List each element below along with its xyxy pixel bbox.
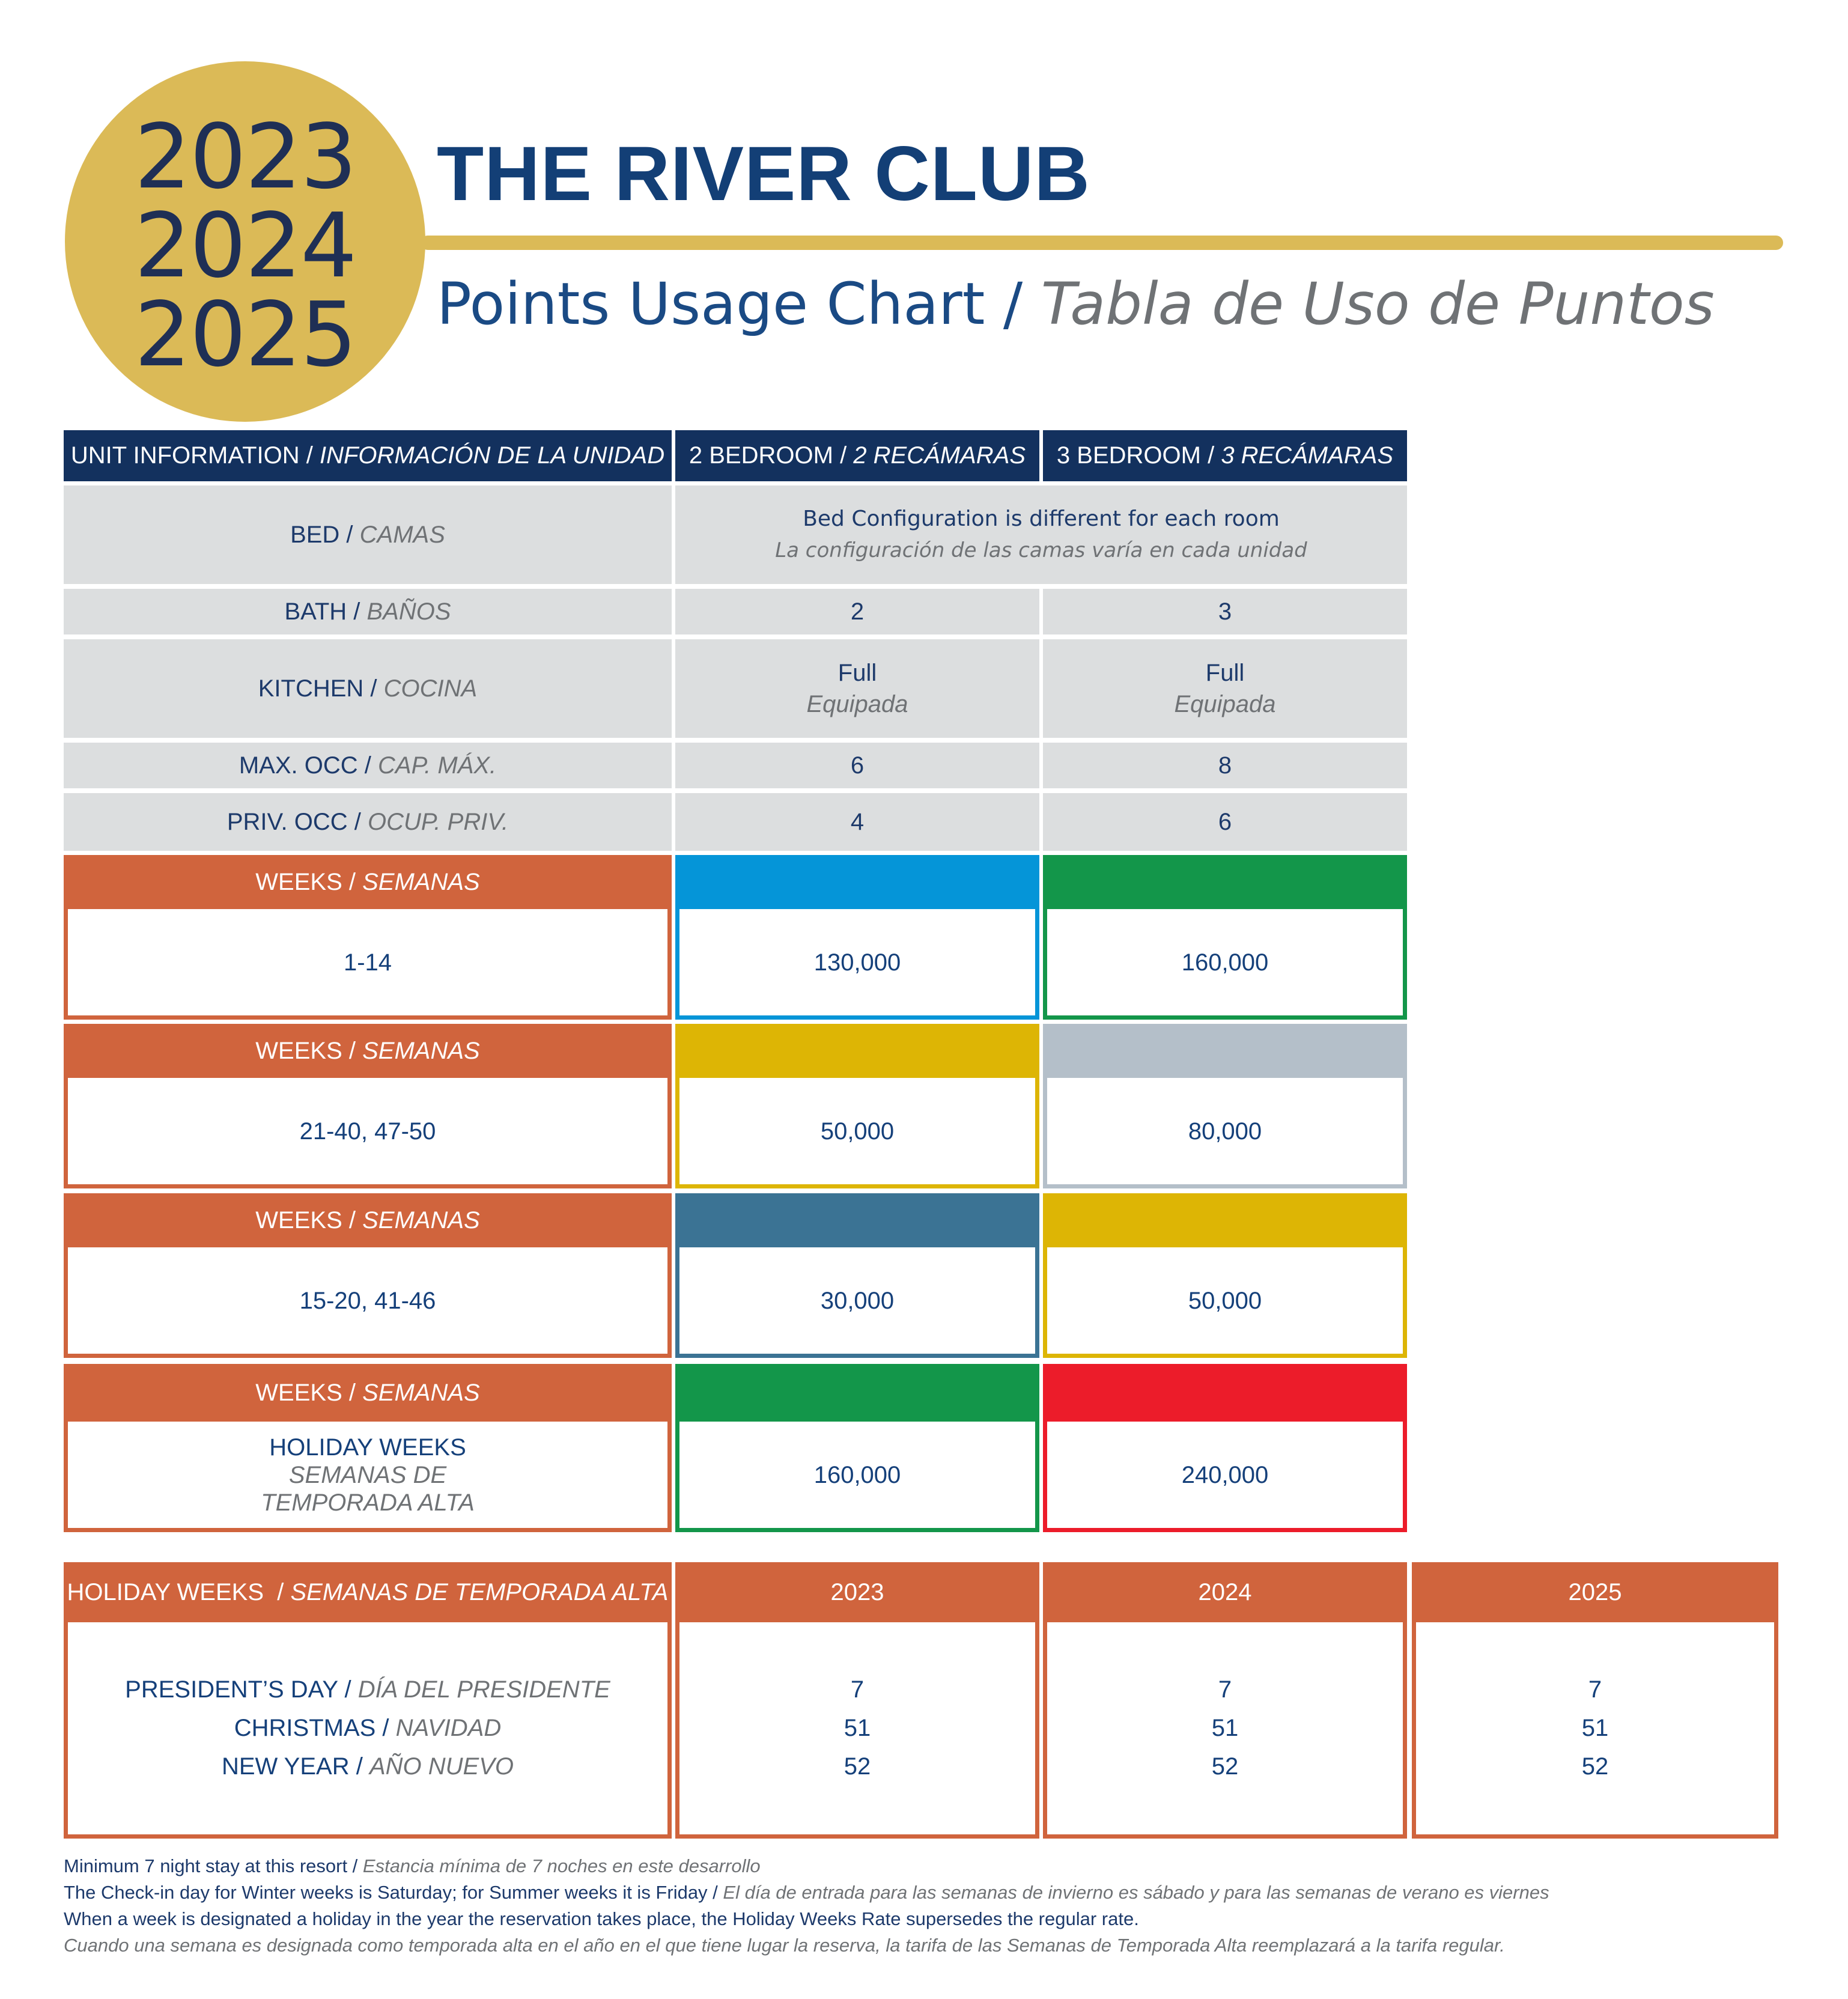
holiday-year-label: 2023 bbox=[830, 1578, 884, 1605]
holiday-weeks-2025 bbox=[1412, 1622, 1778, 1839]
bath-2br-value: 2 bbox=[850, 598, 865, 625]
header-col1-en: UNIT INFORMATION / bbox=[70, 442, 313, 469]
footnote-holiday-rate-es bbox=[64, 1932, 1505, 1959]
header-2-bedroom bbox=[675, 430, 1039, 481]
points-2br bbox=[675, 909, 1039, 1020]
points-3br-value: 160,000 bbox=[1181, 949, 1269, 976]
bed-label-en: BED / bbox=[290, 522, 353, 548]
points-3br-value: 80,000 bbox=[1188, 1118, 1262, 1145]
holiday-weeks-es-1: SEMANAS DE bbox=[288, 1461, 447, 1488]
points-2br-value: 130,000 bbox=[813, 949, 901, 976]
holiday-new-year bbox=[222, 1747, 514, 1786]
kitchen-2br-en: Full bbox=[837, 660, 877, 686]
max-occ-2br bbox=[675, 743, 1039, 788]
row-bed-label bbox=[64, 485, 672, 584]
points-3br-value: 240,000 bbox=[1181, 1461, 1269, 1488]
holiday-week-number: 7 bbox=[850, 1676, 865, 1703]
priv-occ-label-es: OCUP. PRIV. bbox=[368, 809, 509, 835]
row-max-occ-label bbox=[64, 743, 672, 788]
header-col2-en: 2 BEDROOM / bbox=[688, 442, 847, 469]
title-divider bbox=[421, 236, 1783, 250]
holiday-week-number: 52 bbox=[1581, 1753, 1609, 1780]
subtitle-en: Points Usage Chart / bbox=[437, 270, 1023, 338]
holiday-year-2024-header bbox=[1043, 1562, 1407, 1622]
year-2023: 2023 bbox=[134, 105, 356, 208]
footnote-holiday-rate-en bbox=[64, 1906, 1139, 1932]
points-2br-value: 50,000 bbox=[820, 1118, 895, 1145]
bed-value-en: Bed Configuration is different for each room bbox=[803, 507, 1280, 531]
bed-label-es: CAMAS bbox=[359, 522, 445, 548]
weeks-range-value: 15-20, 41-46 bbox=[299, 1287, 436, 1314]
holiday-head-es: SEMANAS DE TEMPORADA ALTA bbox=[290, 1578, 669, 1605]
points-color-bar bbox=[675, 1364, 1039, 1422]
year-2025: 2025 bbox=[134, 283, 356, 386]
kitchen-3br-en: Full bbox=[1205, 660, 1245, 686]
page-title: THE RIVER CLUB bbox=[437, 131, 1090, 217]
bath-3br-value: 3 bbox=[1218, 598, 1232, 625]
weeks-head-es: SEMANAS bbox=[362, 1379, 480, 1406]
max-occ-3br-value: 8 bbox=[1218, 752, 1232, 779]
max-occ-label-en: MAX. OCC / bbox=[239, 752, 371, 779]
weeks-header bbox=[64, 1193, 672, 1247]
points-2br bbox=[675, 1422, 1039, 1532]
footnote-3: When a week is designated a holiday in the year the reservation takes place, the Holiday Weeks Rate supersedes the regular rate. bbox=[64, 1908, 1139, 1929]
priv-occ-3br-value: 6 bbox=[1218, 809, 1232, 835]
points-color-bar bbox=[1043, 1193, 1407, 1247]
points-color-bar bbox=[1043, 855, 1407, 909]
weeks-header bbox=[64, 1364, 672, 1422]
footnote-minimum-stay bbox=[64, 1853, 761, 1879]
weeks-head-es: SEMANAS bbox=[362, 1206, 480, 1234]
max-occ-label-es: CAP. MÁX. bbox=[378, 752, 497, 779]
points-3br bbox=[1043, 909, 1407, 1020]
kitchen-label-en: KITCHEN / bbox=[258, 675, 377, 702]
points-3br bbox=[1043, 1247, 1407, 1358]
holiday-year-label: 2025 bbox=[1568, 1578, 1622, 1605]
bath-3br bbox=[1043, 589, 1407, 634]
header-col1-es: INFORMACIÓN DE LA UNIDAD bbox=[319, 442, 665, 469]
weeks-head-en: WEEKS / bbox=[255, 1206, 356, 1234]
year-2024: 2024 bbox=[134, 194, 356, 297]
page-subtitle bbox=[437, 268, 1715, 340]
bath-label-es: BAÑOS bbox=[366, 598, 451, 625]
holiday-name-en: CHRISTMAS / bbox=[234, 1715, 389, 1741]
holiday-weeks-2024 bbox=[1043, 1622, 1407, 1839]
max-occ-3br bbox=[1043, 743, 1407, 788]
weeks-head-en: WEEKS / bbox=[255, 868, 356, 895]
holiday-weeks-es-2: TEMPORADA ALTA bbox=[261, 1489, 475, 1516]
points-color-bar bbox=[675, 1024, 1039, 1078]
weeks-range bbox=[64, 1422, 672, 1532]
holiday-head-en: HOLIDAY WEEKS / bbox=[67, 1578, 284, 1605]
max-occ-2br-value: 6 bbox=[850, 752, 865, 779]
header-3-bedroom bbox=[1043, 430, 1407, 481]
holiday-name-es: AÑO NUEVO bbox=[369, 1753, 514, 1780]
footnote-4: Cuando una semana es designada como temporada alta en el año en el que tiene lugar la reserva, la tarifa de las Semanas de Temporada Alta reemplazará a la tarifa regular. bbox=[64, 1935, 1505, 1956]
holiday-name-en: PRESIDENT’S DAY / bbox=[125, 1676, 351, 1703]
priv-occ-label-en: PRIV. OCC / bbox=[226, 809, 361, 835]
points-3br bbox=[1043, 1422, 1407, 1532]
holiday-week-number: 51 bbox=[1211, 1715, 1239, 1741]
points-color-bar bbox=[675, 855, 1039, 909]
header-col3-en: 3 BEDROOM / bbox=[1056, 442, 1215, 469]
holiday-week-number: 51 bbox=[1581, 1715, 1609, 1741]
header-col3-es: 3 RECÁMARAS bbox=[1221, 442, 1394, 469]
row-kitchen-label bbox=[64, 639, 672, 738]
points-3br bbox=[1043, 1078, 1407, 1188]
kitchen-label-es: COCINA bbox=[383, 675, 478, 702]
holiday-week-number: 7 bbox=[1218, 1676, 1232, 1703]
footnote-1-es: Estancia mínima de 7 noches en este desarrollo bbox=[362, 1855, 761, 1876]
footnote-2-en: The Check-in day for Winter weeks is Saturday; for Summer weeks it is Friday / bbox=[64, 1882, 718, 1903]
weeks-head-en: WEEKS / bbox=[255, 1379, 356, 1406]
priv-occ-2br-value: 4 bbox=[850, 809, 865, 835]
points-color-bar bbox=[1043, 1024, 1407, 1078]
points-2br bbox=[675, 1078, 1039, 1188]
bed-value-es: La configuración de las camas varía en cada unidad bbox=[775, 538, 1307, 562]
holiday-weeks-en: HOLIDAY WEEKS bbox=[269, 1434, 466, 1461]
header-unit-information bbox=[64, 430, 672, 481]
holiday-year-label: 2024 bbox=[1198, 1578, 1252, 1605]
weeks-range bbox=[64, 1078, 672, 1188]
holiday-year-2025-header bbox=[1412, 1562, 1778, 1622]
points-3br-value: 50,000 bbox=[1188, 1287, 1262, 1314]
holiday-week-number: 52 bbox=[843, 1753, 871, 1780]
weeks-range bbox=[64, 1247, 672, 1358]
points-color-bar bbox=[675, 1193, 1039, 1247]
holiday-names bbox=[64, 1622, 672, 1839]
points-2br-value: 30,000 bbox=[820, 1287, 895, 1314]
holiday-week-number: 52 bbox=[1211, 1753, 1239, 1780]
holiday-name-en: NEW YEAR / bbox=[221, 1753, 363, 1780]
points-2br bbox=[675, 1247, 1039, 1358]
kitchen-3br-es: Equipada bbox=[1174, 691, 1276, 717]
priv-occ-3br bbox=[1043, 793, 1407, 851]
weeks-head-es: SEMANAS bbox=[362, 1037, 480, 1064]
holiday-presidents-day bbox=[125, 1670, 610, 1709]
holiday-year-2023-header bbox=[675, 1562, 1039, 1622]
weeks-range bbox=[64, 909, 672, 1020]
holiday-week-number: 7 bbox=[1588, 1676, 1602, 1703]
points-2br-value: 160,000 bbox=[813, 1461, 901, 1488]
footnote-2-es: El día de entrada para las semanas de invierno es sábado y para las semanas de verano es viernes bbox=[723, 1882, 1549, 1903]
footnote-1-en: Minimum 7 night stay at this resort / bbox=[64, 1855, 358, 1876]
footnote-check-in bbox=[64, 1879, 1549, 1906]
weeks-range-value: 21-40, 47-50 bbox=[299, 1118, 436, 1145]
holiday-weeks-2023 bbox=[675, 1622, 1039, 1839]
holiday-name-es: DÍA DEL PRESIDENTE bbox=[357, 1676, 610, 1703]
weeks-header bbox=[64, 855, 672, 909]
holiday-week-number: 51 bbox=[843, 1715, 871, 1741]
weeks-header bbox=[64, 1024, 672, 1078]
row-priv-occ-label bbox=[64, 793, 672, 851]
bath-label-en: BATH / bbox=[284, 598, 360, 625]
weeks-head-en: WEEKS / bbox=[255, 1037, 356, 1064]
row-bed-value bbox=[675, 485, 1407, 584]
kitchen-2br-es: Equipada bbox=[806, 691, 908, 717]
kitchen-2br bbox=[675, 639, 1039, 738]
row-bath-label bbox=[64, 589, 672, 634]
subtitle-es: Tabla de Uso de Puntos bbox=[1041, 270, 1715, 338]
points-color-bar bbox=[1043, 1364, 1407, 1422]
header-col2-es: 2 RECÁMARAS bbox=[853, 442, 1026, 469]
weeks-range-value: 1-14 bbox=[343, 949, 392, 976]
holiday-christmas bbox=[234, 1709, 502, 1747]
bath-2br bbox=[675, 589, 1039, 634]
priv-occ-2br bbox=[675, 793, 1039, 851]
holiday-table-header bbox=[64, 1562, 672, 1622]
kitchen-3br bbox=[1043, 639, 1407, 738]
weeks-head-es: SEMANAS bbox=[362, 868, 480, 895]
holiday-name-es: NAVIDAD bbox=[395, 1715, 502, 1741]
